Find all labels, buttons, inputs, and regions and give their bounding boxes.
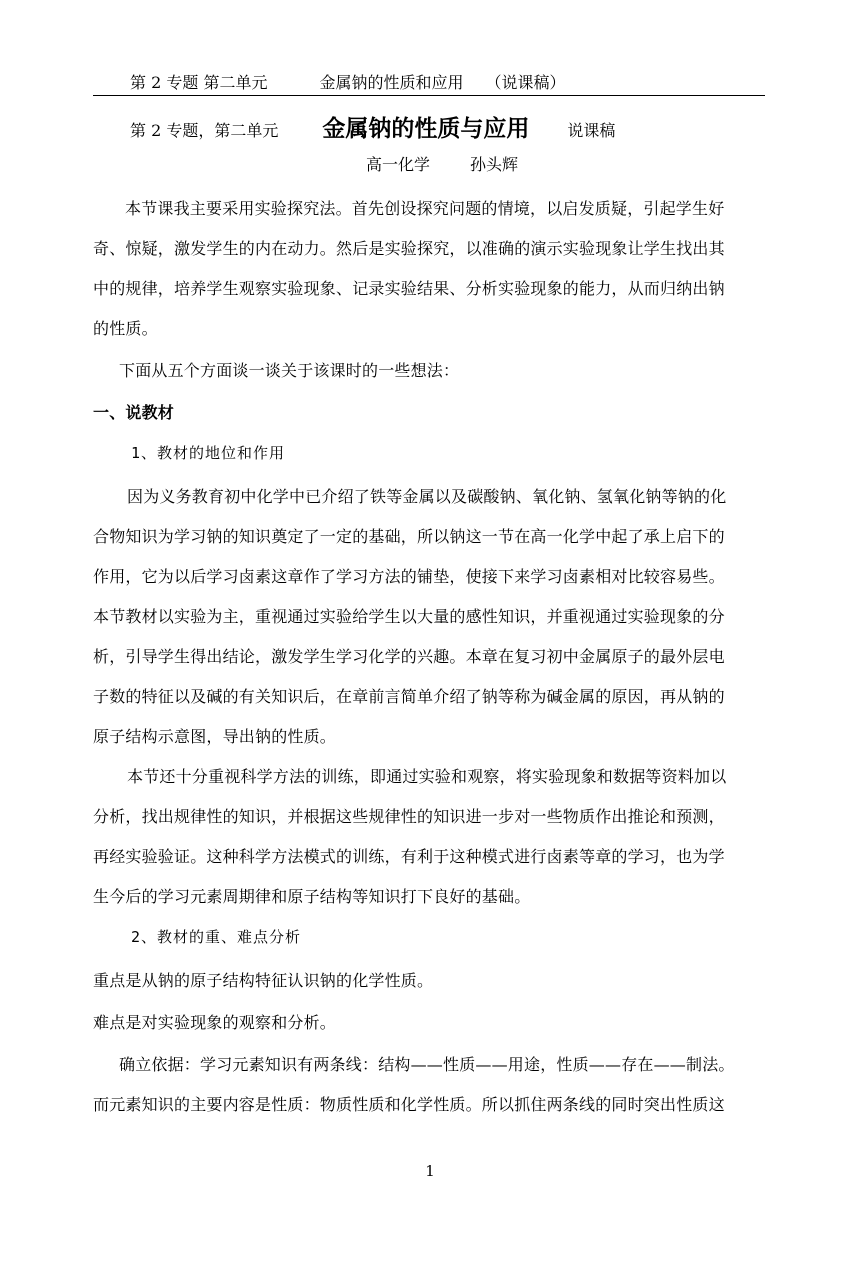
paragraph-line: 下面从五个方面谈一谈关于该课时的一些想法：	[119, 361, 460, 380]
paragraph-line: 奇、惊疑，激发学生的内在动力。然后是实验探究，以准确的演示实验现象让学生找出其	[93, 239, 725, 258]
paragraph-line: 确立依据：学习元素知识有两条线：结构——性质——用途，性质——存在——制法。	[119, 1055, 735, 1074]
author-line	[366, 152, 518, 175]
paragraph-line: 本节教材以实验为主，重视通过实验给学生以大量的感性知识，并重视通过实验现象的分	[93, 607, 725, 626]
section-heading: 一、说教材	[93, 403, 175, 422]
title-prefix: 第 2 专题，第二单元	[130, 121, 279, 140]
author-name: 孙头辉	[470, 155, 519, 174]
title-line	[130, 110, 615, 143]
paragraph-line: 难点是对实验现象的观察和分析。	[93, 1013, 337, 1032]
header-type: （说课稿）	[485, 73, 566, 92]
paragraph-line: 再经实验验证。这种科学方法模式的训练，有利于这种模式进行卤素等章的学习，也为学	[93, 847, 725, 866]
paragraph-line: 中的规律，培养学生观察实验现象、记录实验结果、分析实验现象的能力，从而归纳出钠	[93, 279, 725, 298]
header-rule	[93, 95, 765, 96]
paragraph-line: 合物知识为学习钠的知识奠定了一定的基础，所以钠这一节在高一化学中起了承上启下的	[93, 527, 725, 546]
page-title: 金属钠的性质与应用	[322, 115, 530, 142]
paragraph-line: 本节课我主要采用实验探究法。首先创设探究问题的情境，以启发质疑，引起学生好	[125, 199, 725, 218]
paragraph-line: 分析，找出规律性的知识，并根据这些规律性的知识进一步对一些物质作出推论和预测，	[93, 807, 725, 826]
header-topic: 金属钠的性质和应用	[319, 73, 464, 92]
paragraph-line: 作用，它为以后学习卤素这章作了学习方法的铺垫，使接下来学习卤素相对比较容易些。	[93, 567, 725, 586]
paragraph-line: 本节还十分重视科学方法的训练，即通过实验和观察，将实验现象和数据等资料加以	[127, 767, 727, 786]
paragraph-line: 的性质。	[93, 319, 158, 338]
paragraph-line: 子数的特征以及碱的有关知识后，在章前言简单介绍了钠等称为碱金属的原因，再从钠的	[93, 687, 725, 706]
header-unit: 第 2 专题 第二单元	[130, 73, 268, 92]
paragraph-line: 因为义务教育初中化学中已介绍了铁等金属以及碳酸钠、氧化钠、氢氧化钠等钠的化	[127, 487, 727, 506]
subsection-heading: 2、教材的重、难点分析	[131, 928, 302, 946]
paragraph-line: 原子结构示意图，导出钠的性质。	[93, 727, 337, 746]
paragraph-line: 生今后的学习元素周期律和原子结构等知识打下良好的基础。	[93, 887, 531, 906]
subsection-heading: 1、教材的地位和作用	[131, 444, 286, 462]
paragraph-line: 重点是从钠的原子结构特征认识钠的化学性质。	[93, 971, 434, 990]
paragraph-line: 而元素知识的主要内容是性质：物质性质和化学性质。所以抓住两条线的同时突出性质这	[93, 1095, 725, 1114]
author-grade: 高一化学	[366, 155, 431, 174]
running-header	[130, 70, 565, 93]
paragraph-line: 析，引导学生得出结论，激发学生学习化学的兴趣。本章在复习初中金属原子的最外层电	[93, 647, 725, 666]
page-number: 1	[425, 1162, 435, 1180]
title-suffix: 说课稿	[567, 121, 616, 140]
